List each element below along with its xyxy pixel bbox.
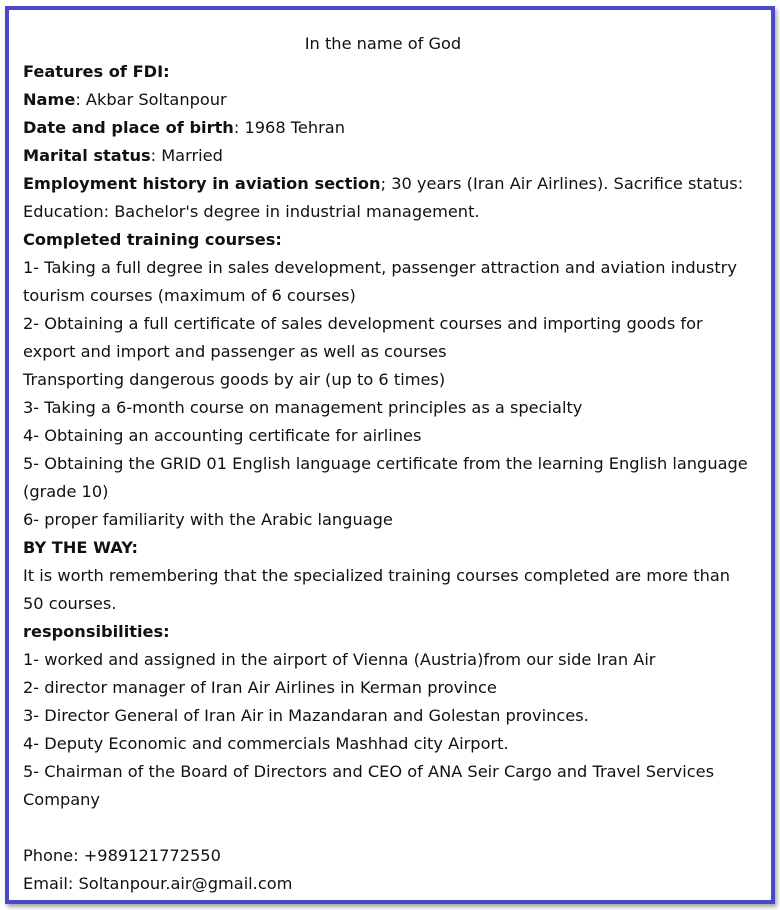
name-label: Name <box>23 90 76 109</box>
blank-line <box>23 814 743 842</box>
education-row: Education: Bachelor's degree in industrial management. <box>23 202 480 221</box>
marital-value: : Married <box>150 146 223 165</box>
employment-value: ; 30 years (Iran Air Airlines). Sacrifice status: <box>380 174 744 193</box>
responsibility-line: 4- Deputy Economic and commercials Mashhad city Airport. <box>23 734 509 753</box>
course-line: 4- Obtaining an accounting certificate for airlines <box>23 426 422 445</box>
document-frame <box>5 6 775 904</box>
name-value: : Akbar Soltanpour <box>75 90 227 109</box>
course-line: 2- Obtaining a full certificate of sales development courses and importing goods for <box>23 314 703 333</box>
by-the-way-heading: BY THE WAY: <box>23 538 138 557</box>
courses-heading: Completed training courses: <box>23 230 282 249</box>
features-heading: Features of FDI: <box>23 62 170 81</box>
marital-label: Marital status <box>23 146 151 165</box>
course-line: export and import and passenger as well as courses <box>23 342 447 361</box>
course-line: 3- Taking a 6-month course on management principles as a specialty <box>23 398 583 417</box>
course-line: 5- Obtaining the GRID 01 English language certificate from the learning English language <box>23 454 748 473</box>
responsibility-line: 3- Director General of Iran Air in Mazandaran and Golestan provinces. <box>23 706 589 725</box>
birth-value: : 1968 Tehran <box>233 118 345 137</box>
marital-row <box>23 142 743 170</box>
by-the-way-line: 50 courses. <box>23 594 117 613</box>
employment-row <box>23 170 743 198</box>
email-contact: Email: Soltanpour.air@gmail.com <box>23 874 293 893</box>
course-line: (grade 10) <box>23 482 109 501</box>
document-body <box>23 30 748 898</box>
responsibilities-heading: responsibilities: <box>23 622 170 641</box>
responsibility-line: 1- worked and assigned in the airport of Vienna (Austria)from our side Iran Air <box>23 650 656 669</box>
employment-label: Employment history in aviation section <box>23 174 381 193</box>
page-header: In the name of God <box>304 34 462 53</box>
by-the-way-line: It is worth remembering that the specialized training courses completed are more than <box>23 566 731 585</box>
course-line: Transporting dangerous goods by air (up to 6 times) <box>23 370 446 389</box>
birth-row <box>23 114 743 142</box>
responsibility-line: 5- Chairman of the Board of Directors and CEO of ANA Seir Cargo and Travel Services <box>23 762 715 781</box>
course-line: 1- Taking a full degree in sales development, passenger attraction and aviation industry <box>23 258 737 277</box>
name-row <box>23 86 743 114</box>
course-line: 6- proper familiarity with the Arabic language <box>23 510 393 529</box>
birth-label: Date and place of birth <box>23 118 234 137</box>
responsibility-line: 2- director manager of Iran Air Airlines in Kerman province <box>23 678 497 697</box>
responsibility-line: Company <box>23 790 101 809</box>
course-line: tourism courses (maximum of 6 courses) <box>23 286 356 305</box>
phone-contact: Phone: +989121772550 <box>23 846 221 865</box>
